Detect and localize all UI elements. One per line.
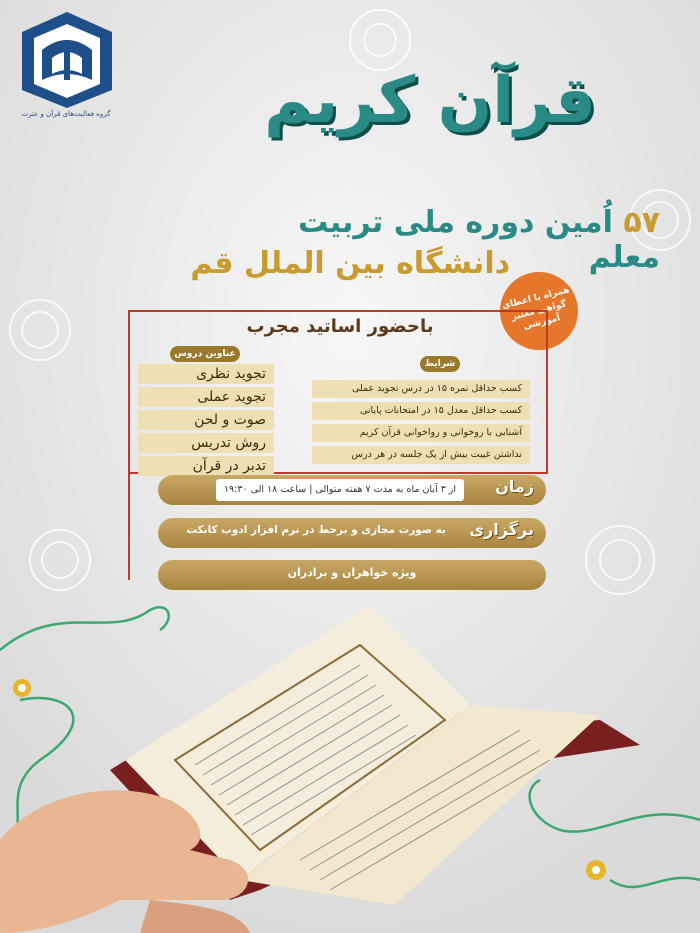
venue-value: به صورت مجازی و برخط در نرم افزار ادوب کانکت	[186, 524, 446, 536]
course-item: تدبر در قرآن	[138, 456, 274, 476]
courses-header: عناوین دروس	[170, 346, 240, 362]
time-label: زمان	[495, 477, 534, 496]
time-value: از ۳ آبان ماه به مدت ۷ هفته متوالی | ساعت ۱۸ الی ۱۹:۳۰	[216, 479, 464, 501]
masters-heading: باحضور اساتید مجرب	[246, 316, 434, 337]
course-item: صوت و لحن	[138, 410, 274, 430]
venue-label: برگزاری	[469, 520, 534, 539]
frame-line	[128, 470, 130, 580]
course-item: تجوید نظری	[138, 364, 274, 384]
page-title: قرآن کریم	[264, 64, 596, 138]
audience-bar	[158, 560, 546, 590]
course-subtitle-text: اُمین دوره ملی تربیت معلم	[298, 205, 660, 275]
time-bar	[158, 475, 546, 505]
course-item: تجوید عملی	[138, 387, 274, 407]
conditions-header: شرایط	[420, 356, 460, 372]
condition-item: آشنایی با روخوانی و رواخوانی قرآن کریم	[312, 424, 530, 442]
venue-bar	[158, 518, 546, 548]
audience-text: ویژه خواهران و برادران	[287, 566, 417, 579]
certificate-badge: همراه با اعطای گواهی معتبر آموزشی	[492, 264, 587, 359]
condition-item: کسب حداقل نمره ۱۵ در درس تجوید عملی	[312, 380, 530, 398]
condition-item: کسب حداقل معدل ۱۵ در امتحانات پایانی	[312, 402, 530, 420]
course-item: روش تدریس	[138, 433, 274, 453]
condition-item: نداشتن غیبت بیش از یک جلسه در هر درس	[312, 446, 530, 464]
logo-caption: گروه فعالیت‌های قرآن و عترت	[21, 110, 111, 118]
course-number: ۵۷	[623, 205, 660, 240]
university-name: دانشگاه بین الملل قم	[190, 246, 510, 281]
